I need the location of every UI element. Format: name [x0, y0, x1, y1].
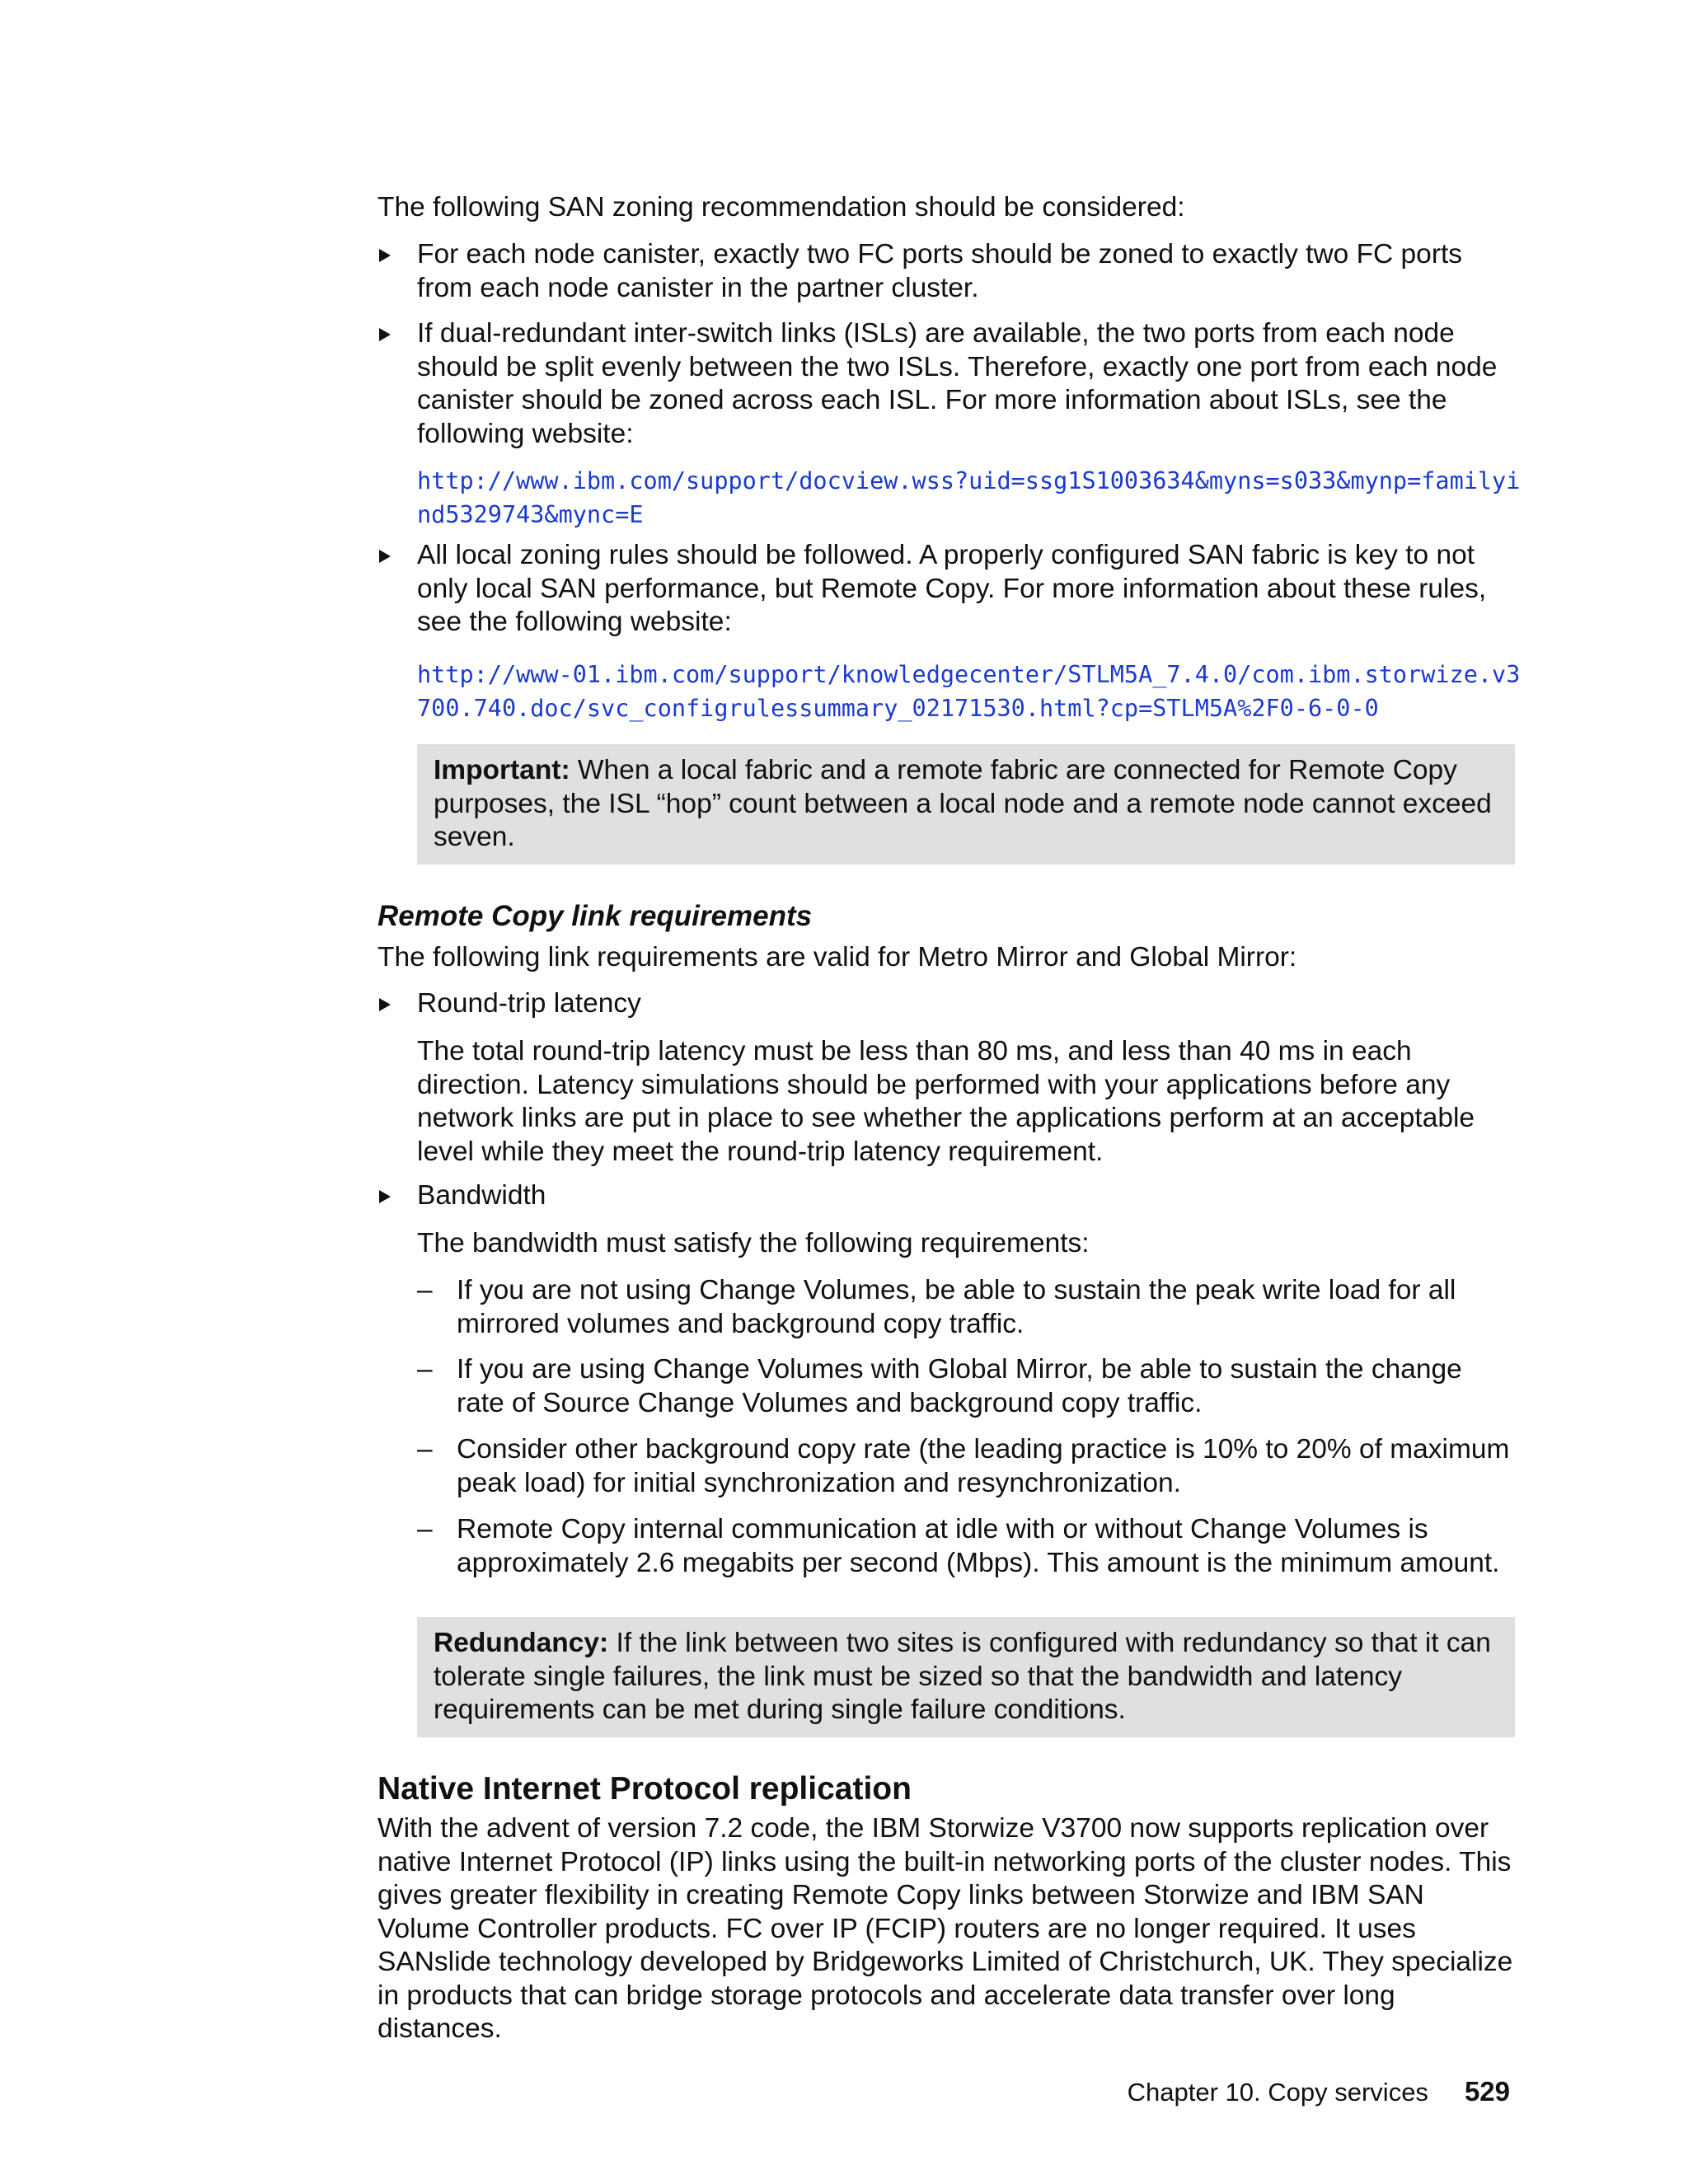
redundancy-note-text: If the link between two sites is configured with redundancy so that it can tolerate single failures, the link must be sized so that the bandwidth and latency requirements can be met during single failure conditions.	[434, 1628, 1491, 1725]
bandwidth-bullet: Bandwidth	[417, 1180, 546, 1211]
native-ip-heading: Native Internet Protocol replication	[377, 1771, 912, 1807]
important-note-label: Important:	[434, 755, 570, 785]
redundancy-note	[417, 1617, 1515, 1737]
dash-marker: –	[417, 1354, 433, 1385]
zoning-bullet-3: All local zoning rules should be followed. A properly configured SAN fabric is key to not only local SAN performance, but Remote Copy. For more information about these rules, see the following website:	[417, 540, 1487, 637]
isl-info-link[interactable]: http://www.ibm.com/support/docview.wss?uid=ssg1S1003634&myns=s033&mynp=familyind5329743&mync=E	[417, 467, 1521, 528]
dash-marker: –	[417, 1275, 433, 1305]
remote-copy-intro: The following link requirements are valid for Metro Mirror and Global Mirror:	[377, 942, 1297, 972]
bandwidth-item-2: If you are using Change Volumes with Global Mirror, be able to sustain the change rate of Source Change Volumes and background copy traffic.	[457, 1354, 1462, 1418]
latency-text: The total round-trip latency must be less than 80 ms, and less than 40 ms in each direction. Latency simulations should be performed with your applications before any network links are put in place to see whether the applications perform at an acceptable level while they meet the round-trip latency requirement.	[417, 1036, 1475, 1167]
dash-marker: –	[417, 1434, 433, 1465]
zoning-intro: The following SAN zoning recommendation should be considered:	[377, 192, 1185, 223]
bandwidth-item-4: Remote Copy internal communication at idle with or without Change Volumes is approximately 2.6 megabits per second (Mbps). This amount is the minimum amount.	[457, 1514, 1500, 1578]
bullet-arrow-icon	[379, 1190, 391, 1203]
bullet-arrow-icon	[379, 328, 391, 341]
important-note-text: When a local fabric and a remote fabric are connected for Remote Copy purposes, the ISL “hop” count between a local node and a remote node cannot exceed seven.	[434, 755, 1492, 852]
bandwidth-item-1: If you are not using Change Volumes, be able to sustain the peak write load for all mirrored volumes and background copy traffic.	[457, 1275, 1456, 1339]
bandwidth-item-3: Consider other background copy rate (the leading practice is 10% to 20% of maximum peak load) for initial synchronization and resynchronization.	[457, 1434, 1510, 1498]
remote-copy-heading: Remote Copy link requirements	[377, 900, 813, 932]
zoning-rules-link[interactable]: http://www-01.ibm.com/support/knowledgecenter/STLM5A_7.4.0/com.ibm.storwize.v3700.740.doc/svc_configrulessummary_02171530.html?cp=STLM5A%2F0-6-0-0	[417, 661, 1521, 722]
important-note	[417, 744, 1515, 865]
bullet-arrow-icon	[379, 550, 391, 563]
zoning-bullet-1: For each node canister, exactly two FC ports should be zoned to exactly two FC ports from each node canister in the partner cluster.	[417, 239, 1463, 303]
bullet-arrow-icon	[379, 998, 391, 1011]
zoning-bullet-2: If dual-redundant inter-switch links (ISLs) are available, the two ports from each node should be split evenly between the two ISLs. Therefore, exactly one port from each node canister should be zoned across each ISL. For more information about ISLs, see the following website:	[417, 318, 1498, 449]
dash-marker: –	[417, 1514, 433, 1544]
page-footer	[1128, 2075, 1510, 2109]
redundancy-note-label: Redundancy:	[434, 1628, 609, 1658]
native-ip-text: With the advent of version 7.2 code, the IBM Storwize V3700 now supports replication over native Internet Protocol (IP) links using the built-in networking ports of the cluster nodes. This gives greater flexibility in creating Remote Copy links between Storwize and IBM SAN Volume Controller products. FC over IP (FCIP) routers are no longer required. It uses SANslide technology developed by Bridgeworks Limited of Christchurch, UK. They specialize in products that can bridge storage protocols and accelerate data transfer over long distances.	[377, 1813, 1513, 2044]
latency-bullet: Round-trip latency	[417, 988, 641, 1019]
footer-chapter: Chapter 10. Copy services	[1127, 2078, 1428, 2107]
bullet-arrow-icon	[379, 249, 391, 262]
bandwidth-intro: The bandwidth must satisfy the following requirements:	[417, 1228, 1090, 1258]
page-number: 529	[1464, 2076, 1510, 2107]
